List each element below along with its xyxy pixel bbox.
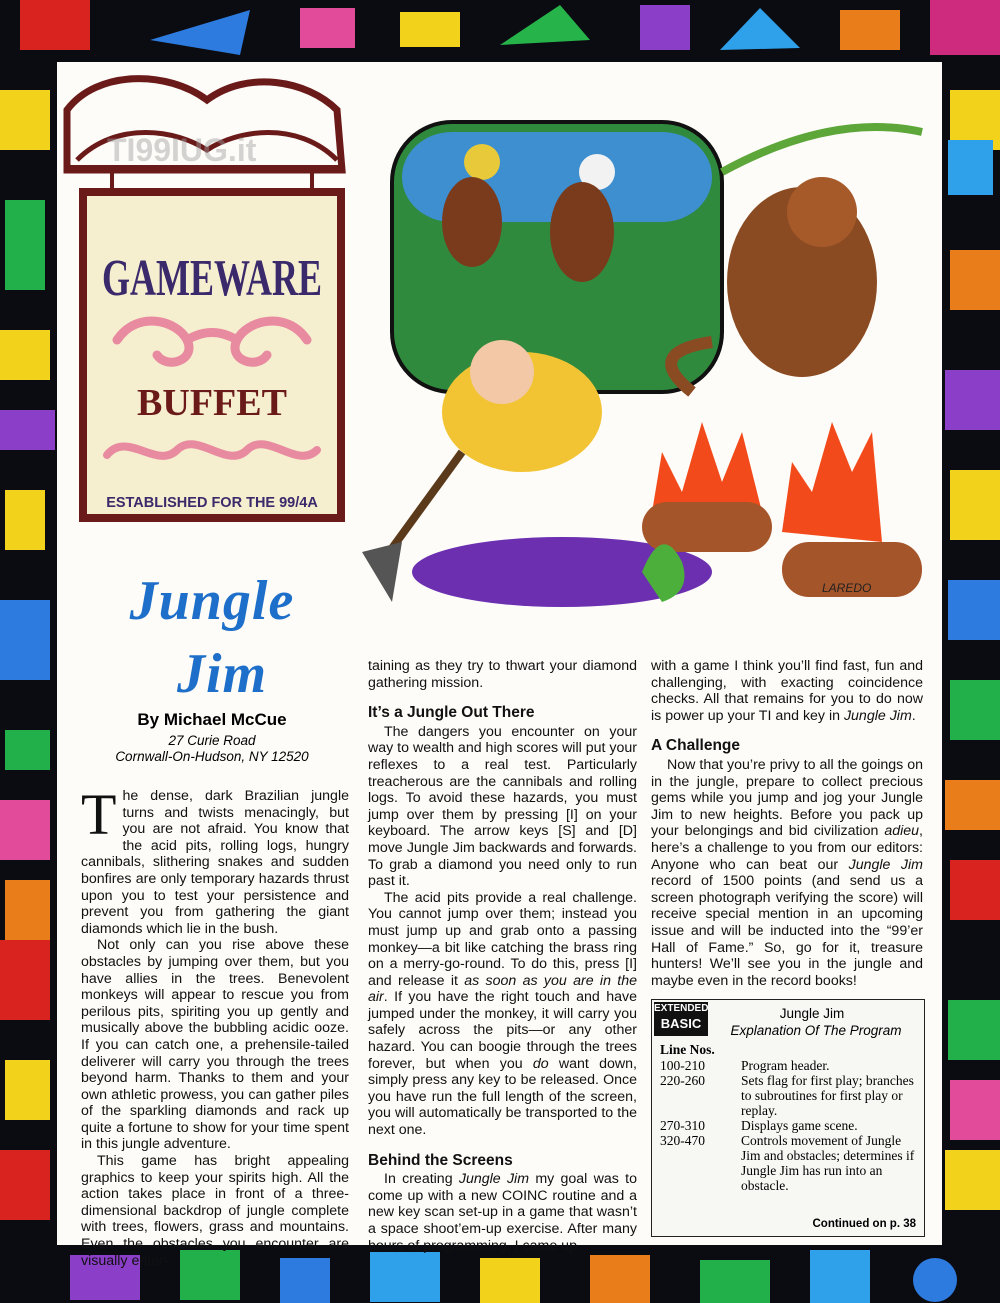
line-range: 320-470 bbox=[660, 1133, 705, 1148]
address-line2: Cornwall-On-Hudson, NY 12520 bbox=[115, 749, 309, 764]
extended-basic-badge: EXTENDED BASIC bbox=[654, 1002, 708, 1036]
line-range: 100-210 bbox=[660, 1058, 705, 1073]
cannibal-2 bbox=[550, 182, 614, 282]
jungle-illustration bbox=[362, 92, 942, 612]
line-description: Controls movement of Jungle Jim and obstacles; determines if Jungle Jim has run into an obstacle. bbox=[741, 1133, 915, 1193]
paragraph: with a game I think you’ll find fast, fun and challenging, with exacting coincidence checks. All that remains for you to do now is power up your TI and key in Jungle Jim. bbox=[651, 658, 923, 724]
section-heading: It’s a Jungle Out There bbox=[368, 704, 535, 722]
cannibal-1 bbox=[442, 177, 502, 267]
paragraph: The acid pits provide a real challenge. You cannot jump over them; instead you must jump up and grab onto a passing monkey—a bit like catching the brass ring on a merry-go-round. To do this, press [I] and release it as soon as you are in the air. If you have the right touch and have jumped under the monkey, it will carry you safely across the pits—or any other hazard. You can boogie through the trees forever, but when you do want down, simply press any key to be released. Once you have run the full length of the screen, you will automatically be transported to the next one. bbox=[368, 889, 638, 1139]
section-heading: Behind the Screens bbox=[368, 1151, 513, 1169]
paragraph: taining as they try to thwart your diamond gathering mission. bbox=[368, 658, 637, 691]
box-title: Jungle Jim bbox=[779, 1006, 845, 1021]
address-line1: 27 Curie Road bbox=[168, 733, 256, 748]
column-3 bbox=[651, 658, 923, 989]
byline: By Michael McCue bbox=[137, 710, 287, 729]
magazine-page bbox=[57, 62, 942, 1269]
program-explanation-box bbox=[651, 999, 925, 1237]
line-description: Sets flag for first play; branches to subroutines for first play or replay. bbox=[741, 1073, 914, 1118]
continued-note: Continued on p. 38 bbox=[812, 1218, 916, 1230]
box-subtitle: Explanation Of The Program bbox=[730, 1023, 902, 1038]
bonfire-2 bbox=[782, 422, 882, 542]
paragraph: In creating Jungle Jim my goal was to come up with a new COINC routine and a new key scan set-up in a game that wasn’t a space shoot’em-up exercise. After many hours of programming, I came up bbox=[368, 1171, 637, 1254]
section-heading: A Challenge bbox=[651, 737, 740, 755]
table-row bbox=[660, 1058, 920, 1073]
cannibal-mask-1 bbox=[464, 144, 500, 180]
sign-subtitle: BUFFET bbox=[137, 382, 287, 424]
artist-signature: LAREDO bbox=[822, 581, 872, 595]
paragraph: The dangers you encounter on your way to wealth and high scores will put your reflexes to a real test. Particularly treacherous are the cannibals and rolling logs. To avoid these hazards, you must jump over them by pressing [I] on your keyboard. The arrow keys [S] and [D] move Jungle Jim backwards and forwards. To grab a diamond you need only to run past it. bbox=[368, 723, 637, 890]
table-row bbox=[660, 1073, 920, 1118]
table-row bbox=[660, 1133, 920, 1193]
watermark: TI99IUG.it bbox=[107, 132, 257, 168]
table-row bbox=[660, 1118, 920, 1133]
paragraph: This game has bright appealing graphics to keep your spirits high. All the action takes place in front of a three-dimensional backdrop of jungle complete with trees, flowers, grass and mountains. Even the obstacles you encounter are visually enter- bbox=[81, 1153, 349, 1269]
line-range: 220-260 bbox=[660, 1073, 705, 1088]
drop-cap: T bbox=[81, 782, 117, 847]
column-2 bbox=[368, 658, 637, 1254]
column-1 bbox=[81, 782, 349, 1269]
box-header: Line Nos. bbox=[660, 1042, 715, 1057]
article-title-line1: Jungle bbox=[129, 570, 295, 632]
paragraph: The dense, dark Brazilian jungle turns and twists menacingly, but you are not afraid. You know that the acid pits, rolling logs, hungry cannibals, slithering snakes and sudden bonfires are only temporary hazards thrust upon you to test your persistence and prevent you from gathering the giant diamonds which lie in the bush. bbox=[81, 782, 349, 937]
line-description: Displays game scene. bbox=[741, 1118, 858, 1133]
sign-tagline: ESTABLISHED FOR THE 99/4A bbox=[106, 495, 318, 511]
log-1 bbox=[642, 502, 772, 552]
line-number-table bbox=[660, 1058, 920, 1193]
line-description: Program header. bbox=[741, 1058, 830, 1073]
paragraph: Not only can you rise above these obstacles by jumping over them, but you have allies in the trees. Benevolent monkeys will appear to rescue you from perilous pits, spiriting you up gently and musically above the bubbling acidic ooze. If you can catch one, a prehensile-tailed deliverer will carry you through the trees beyond harm. Thanks to them and your own athletic prowess, you can gather piles of the sparkling diamonds and rack up quite a fortune to show for your time spent in this jungle adventure. bbox=[81, 937, 349, 1153]
bonfire-1 bbox=[652, 422, 762, 512]
article-title-line2: Jim bbox=[176, 643, 268, 705]
line-range: 270-310 bbox=[660, 1118, 705, 1133]
paragraph: Now that you’re privy to all the goings on in the jungle, prepare to collect precious gems while you jump and jog your Jungle Jim to new heights. Before you pack up your belongings and bid civilization adieu, here’s a challenge to you from our editors: Anyone who can beat our Jungle Jim record of 1500 points (and send us a screen photograph verifying the score) will receive special mention in an upcoming issue and will be inducted into the “99’er Hall of Fame.” So, go for it, treasure hunters! We’ll see you in the jungle and maybe even in the record books! bbox=[651, 756, 923, 989]
shovel bbox=[362, 542, 402, 602]
sign-title: GAMEWARE bbox=[102, 250, 322, 307]
